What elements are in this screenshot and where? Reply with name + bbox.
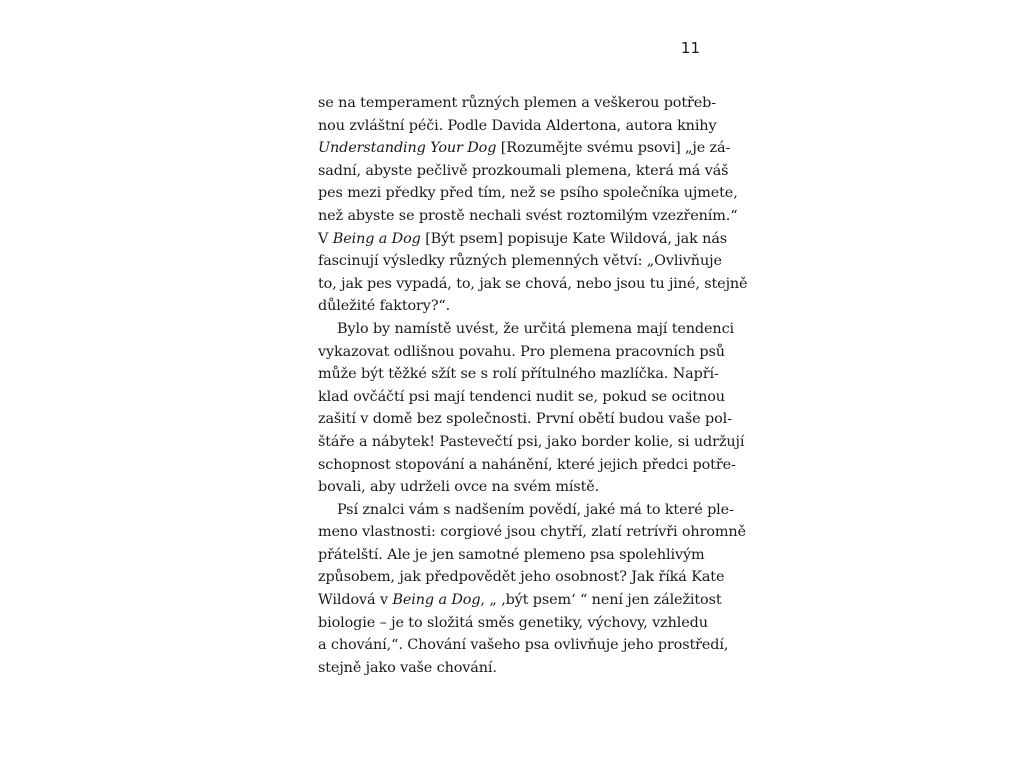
text-segment: stejně jako vaše chování. bbox=[318, 659, 497, 676]
text-line bbox=[318, 431, 745, 454]
text-segment: , „ ‚být psem‘ “ není jen záležitost bbox=[480, 592, 722, 609]
text-segment: nou zvláštní péči. Podle Davida Aldertona, autora knihy bbox=[318, 117, 717, 134]
text-line bbox=[318, 657, 698, 680]
text-segment: klad ovčáčtí psi mají tendenci nudit se, pokud se ocitnou bbox=[318, 388, 725, 405]
text-segment: schopnost stopování a nahánění, které jejich předci potře- bbox=[318, 456, 736, 473]
text-segment: štáře a nábytek! Pastevečtí psi, jako border kolie, si udržují bbox=[318, 433, 745, 450]
text-segment: Psí znalci vám s nadšením povědí, jaké má to které ple- bbox=[337, 501, 734, 518]
text-line bbox=[318, 115, 717, 138]
text-line bbox=[318, 408, 732, 431]
text-line bbox=[318, 273, 748, 296]
text-segment: Bylo by namístě uvést, že určitá plemena mají tendenci bbox=[337, 320, 734, 337]
text-segment: meno vlastnosti: corgiové jsou chytří, zlatí retrívři ohromně bbox=[318, 524, 746, 541]
text-segment: a chování,“. Chování vašeho psa ovlivňuje jeho prostředí, bbox=[318, 637, 729, 654]
text-segment: bovali, aby udrželi ovce na svém místě. bbox=[318, 479, 600, 496]
text-segment: [Rozumějte svému psovi] „je zá- bbox=[496, 140, 731, 157]
text-line bbox=[318, 454, 736, 477]
text-segment: Wildová v bbox=[318, 592, 393, 609]
body-text bbox=[318, 92, 748, 679]
text-segment: V bbox=[318, 230, 333, 247]
text-line bbox=[318, 137, 731, 160]
book-title-text: Being a Dog bbox=[392, 592, 481, 609]
text-segment: [Být psem] popisuje Kate Wildová, jak nás bbox=[420, 230, 728, 247]
text-segment: může být těžké sžít se s rolí přítulného mazlíčka. Napří- bbox=[318, 366, 719, 383]
text-segment: se na temperament různých plemen a veškerou potřeb- bbox=[318, 95, 716, 111]
text-segment: zašití v domě bez společnosti. První obětí budou vaše pol- bbox=[318, 411, 732, 428]
text-segment: přátelští. Ale je jen samotné plemeno psa spolehlivým bbox=[318, 546, 705, 563]
text-segment: biologie – je to složitá směs genetiky, výchovy, vzhledu bbox=[318, 614, 708, 631]
text-segment: způsobem, jak předpovědět jeho osobnost? Jak říká Kate bbox=[318, 569, 725, 586]
text-line bbox=[318, 228, 728, 251]
text-line bbox=[318, 92, 716, 115]
text-segment: sadní, abyste pečlivě prozkoumali plemena, která má váš bbox=[318, 162, 729, 179]
text-line bbox=[318, 499, 734, 522]
text-segment: důležité faktory?“. bbox=[318, 298, 451, 315]
text-line bbox=[318, 589, 722, 612]
text-line bbox=[318, 295, 698, 318]
text-segment: než abyste se prostě nechali svést roztomilým vzezřením.“ bbox=[318, 207, 738, 224]
text-line bbox=[318, 341, 725, 364]
text-line bbox=[318, 182, 738, 205]
text-segment: vykazovat odlišnou povahu. Pro plemena pracovních psů bbox=[318, 343, 725, 360]
text-line bbox=[318, 612, 708, 635]
book-title-text: Being a Dog bbox=[332, 230, 421, 247]
text-line bbox=[318, 476, 698, 499]
text-segment: to, jak pes vypadá, to, jak se chová, nebo jsou tu jiné, stejně bbox=[318, 275, 748, 292]
text-segment: pes mezi předky před tím, než se psího společníka ujmete, bbox=[318, 185, 738, 202]
text-line bbox=[318, 521, 746, 544]
text-line bbox=[318, 386, 725, 409]
text-line bbox=[318, 544, 705, 567]
text-line bbox=[318, 634, 729, 657]
text-line bbox=[318, 318, 734, 341]
text-line bbox=[318, 363, 719, 386]
text-segment: fascinují výsledky různých plemenných větví: „Ovlivňuje bbox=[318, 253, 722, 270]
text-line bbox=[318, 160, 729, 183]
text-line bbox=[318, 566, 725, 589]
text-line bbox=[318, 250, 722, 273]
book-title-text: Understanding Your Dog bbox=[318, 140, 497, 157]
page-number: 11 bbox=[680, 39, 700, 57]
text-line bbox=[318, 205, 738, 228]
